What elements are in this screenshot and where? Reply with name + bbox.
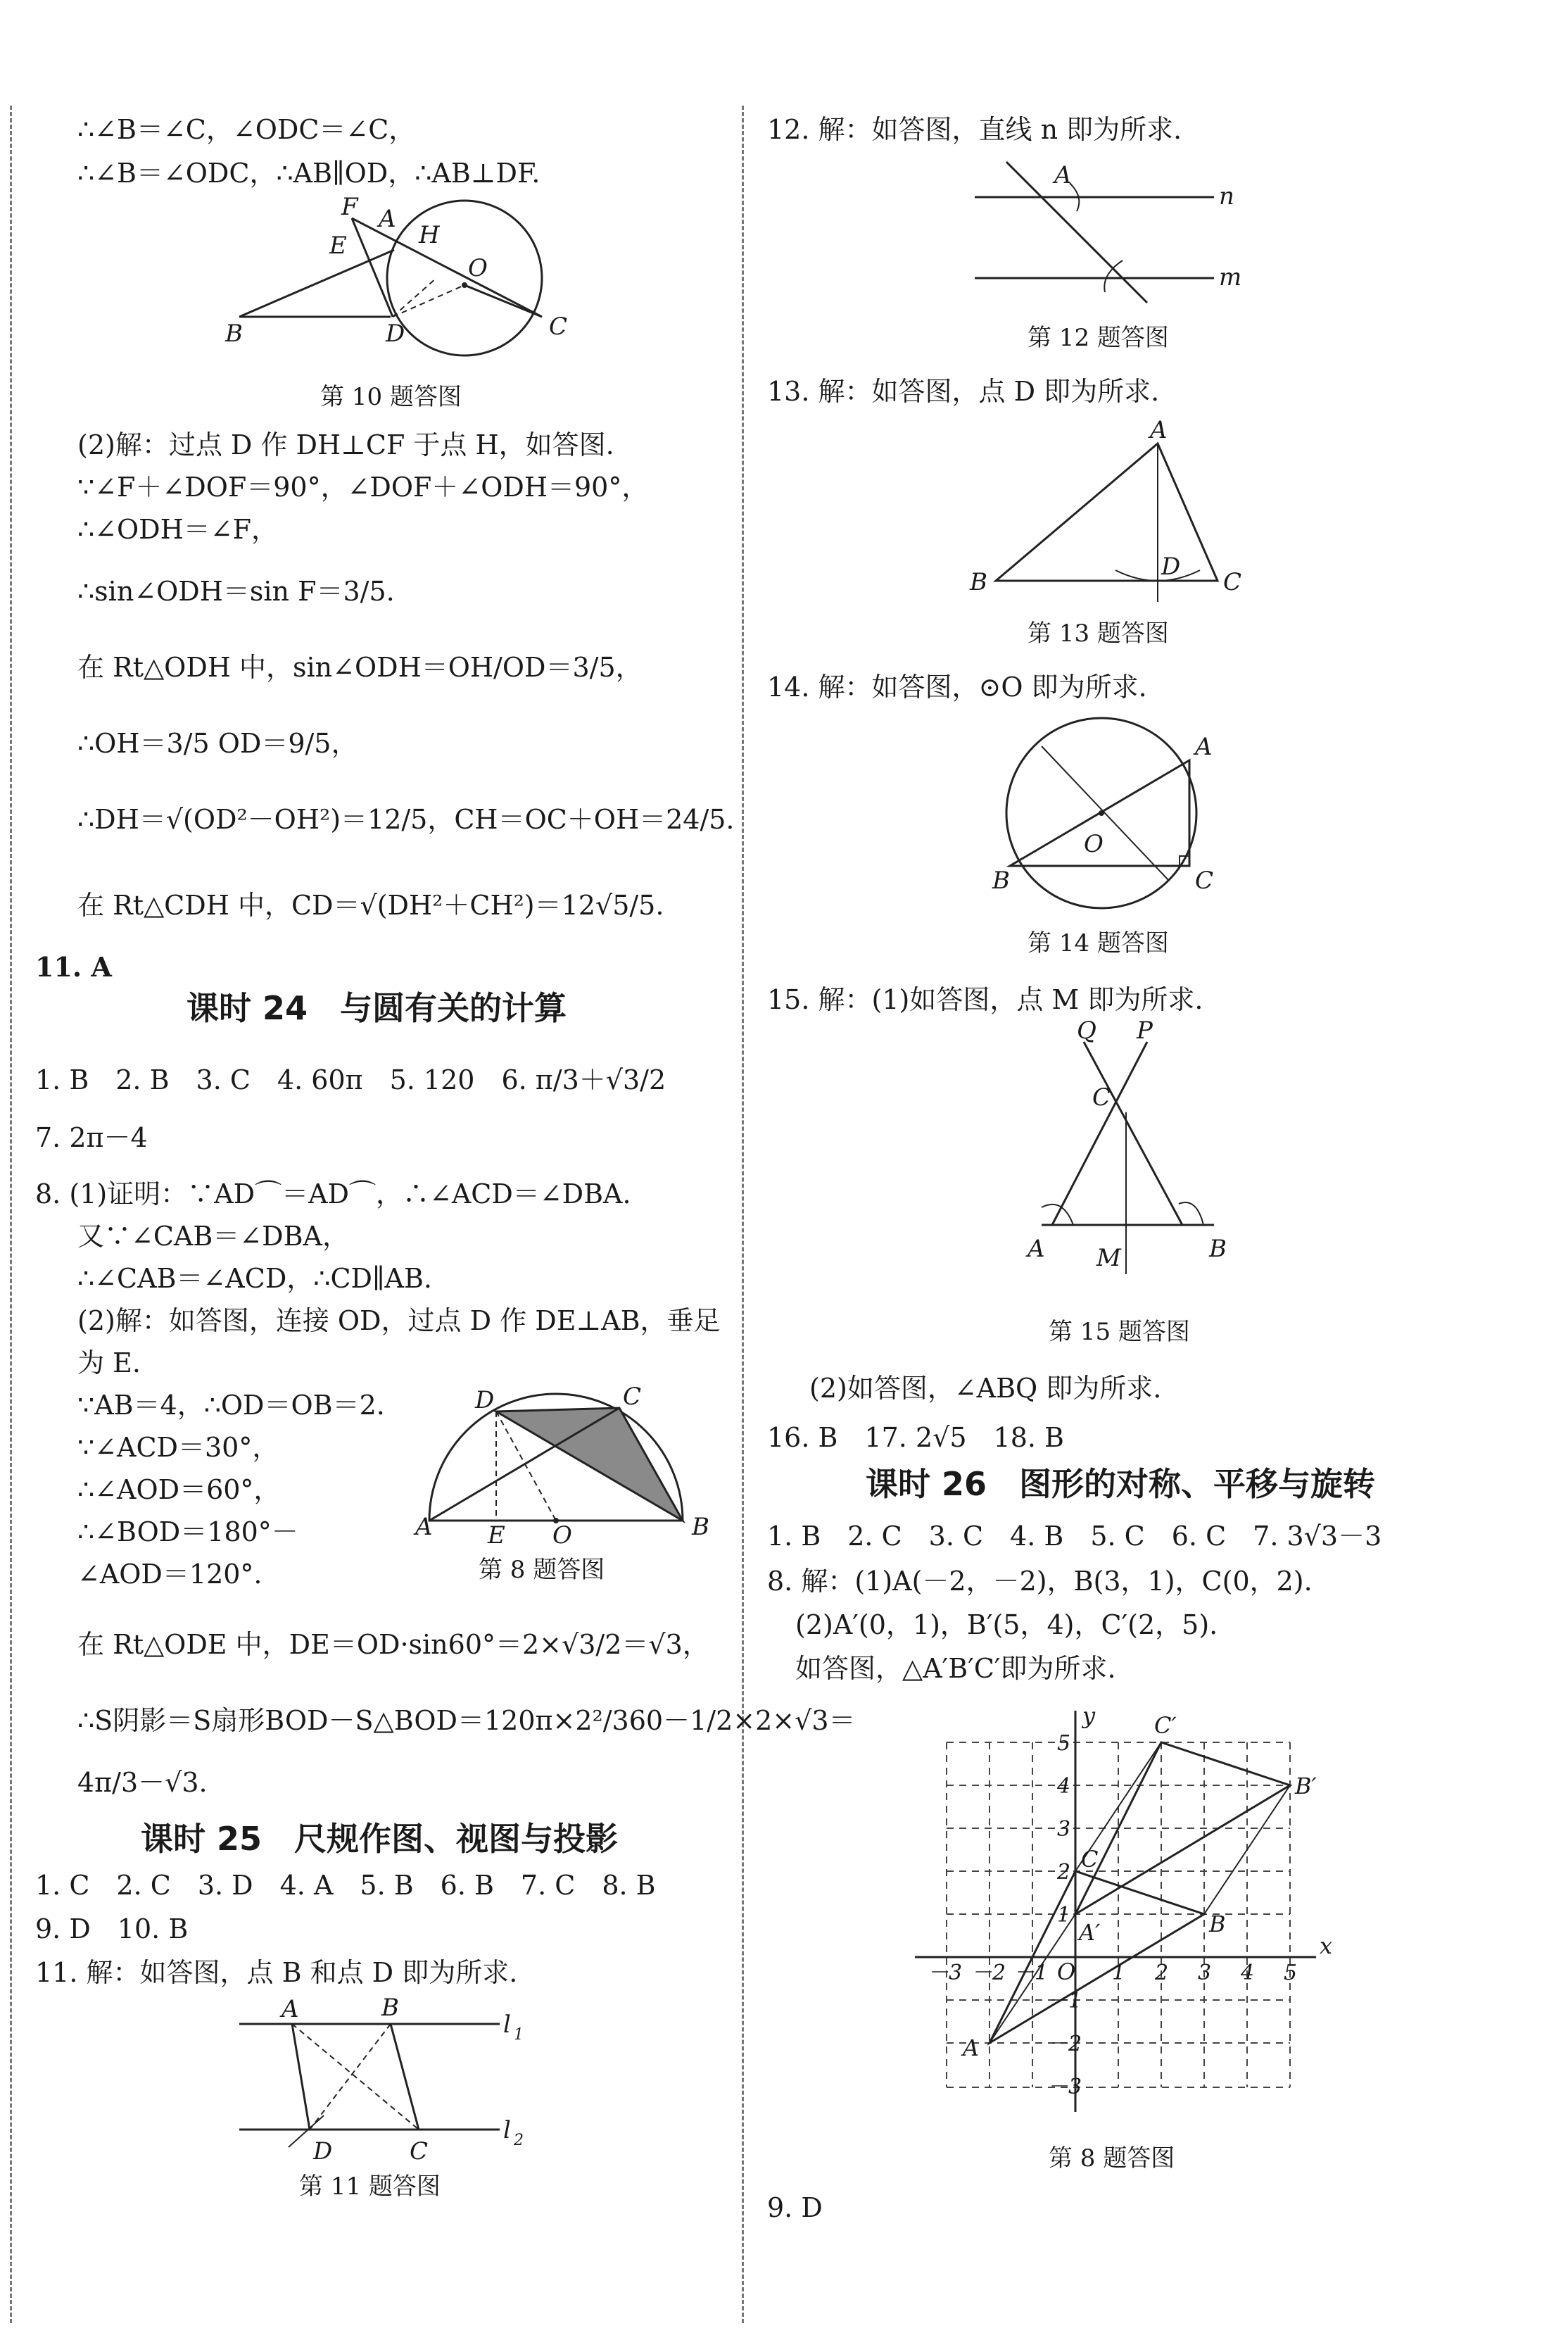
label: C	[410, 2137, 429, 2165]
label: A	[1195, 733, 1213, 761]
caption: 第 13 题答图	[1028, 620, 1169, 648]
coordinate-grid-figure	[908, 1704, 1344, 2126]
y-tick: －3	[1047, 2075, 1082, 2099]
y-tick: －1	[1047, 1989, 1082, 2013]
label: H	[419, 221, 440, 249]
label: B	[992, 867, 1010, 895]
label: 2	[514, 2132, 524, 2149]
text-line: 7. 2π－4	[35, 1122, 148, 1153]
text-line: 9. D	[767, 2192, 823, 2223]
label: C	[1092, 1083, 1111, 1112]
label: A	[415, 1513, 433, 1541]
text-line: 4π/3－√3.	[77, 1767, 208, 1798]
text-line: 14. 解：如答图，⊙O 即为所求.	[767, 672, 1147, 703]
x-tick: 2	[1155, 1961, 1169, 1985]
label: B	[1209, 1235, 1227, 1263]
label: B	[970, 568, 987, 596]
text-line: ∴∠CAB＝∠ACD，∴CD∥AB.	[77, 1263, 433, 1294]
label: l	[503, 2011, 511, 2039]
text-line: 又∵∠CAB＝∠DBA，	[77, 1221, 349, 1252]
caption: 第 11 题答图	[299, 2172, 441, 2201]
text-line: 为 E.	[77, 1347, 141, 1378]
x-tick: 5	[1284, 1961, 1298, 1985]
x-tick: －3	[928, 1961, 963, 1985]
label: B	[692, 1513, 709, 1541]
text-line: 15. 解：(1)如答图，点 M 即为所求.	[767, 984, 1203, 1015]
text-line: ∴OH＝3/5 OD＝9/5，	[77, 728, 358, 759]
label: A	[1150, 416, 1168, 444]
y-tick: 5	[1057, 1731, 1071, 1756]
label: A	[1028, 1235, 1045, 1263]
text-line: (2)如答图，∠ABQ 即为所求.	[809, 1373, 1162, 1404]
label: C	[1081, 1846, 1099, 1873]
y-tick: －2	[1047, 2032, 1082, 2056]
y-tick: 2	[1057, 1860, 1071, 1885]
label: E	[329, 232, 347, 260]
text-line: ∴∠B＝∠ODC，∴AB∥OD，∴AB⊥DF.	[77, 158, 540, 189]
text-line: 在 Rt△ODE 中，DE＝OD·sin60°＝2×√3/2＝√3，	[77, 1629, 709, 1660]
label: O	[1057, 1958, 1076, 1985]
text-line: ∵∠F＋∠DOF＝90°，∠DOF＋∠ODH＝90°，	[77, 472, 649, 503]
label: x	[1320, 1932, 1333, 1959]
label: P	[1137, 1017, 1153, 1045]
text-line: ∴∠B＝∠C，∠ODC＝∠C，	[77, 114, 416, 145]
caption: 第 8 题答图	[1049, 2144, 1175, 2172]
label: B	[381, 1994, 399, 2022]
label: l	[503, 2116, 511, 2144]
text-line: 如答图，△A′B′C′即为所求.	[795, 1653, 1116, 1684]
label: C	[549, 313, 568, 341]
label: C′	[1154, 1712, 1177, 1739]
text-line: 1. B 2. C 3. C 4. B 5. C 6. C 7. 3√3－3	[767, 1521, 1382, 1552]
text-line: 8. (1)证明：∵AD⌒＝AD⌒，∴∠ACD＝∠DBA.	[35, 1178, 631, 1209]
text-line: ∴∠AOD＝60°，	[77, 1474, 281, 1505]
text-line: 8. 解：(1)A(－2，－2)，B(3，1)，C(0，2).	[767, 1566, 1313, 1597]
label: 1	[514, 2026, 524, 2044]
label: O	[1084, 830, 1104, 858]
label: A	[963, 2035, 980, 2061]
label: C	[623, 1383, 642, 1411]
label: D	[313, 2137, 333, 2165]
text-line: (2)A′(0，1)，B′(5，4)，C′(2，5).	[795, 1609, 1218, 1640]
figure-14	[992, 711, 1253, 922]
caption: 第 8 题答图	[479, 1556, 605, 1584]
y-tick: 4	[1057, 1774, 1071, 1799]
text-line: ∴∠ODH＝∠F，	[77, 514, 278, 545]
label: D	[475, 1386, 495, 1414]
label: O	[552, 1521, 572, 1549]
x-tick: 3	[1198, 1961, 1212, 1985]
label: B′	[1295, 1773, 1317, 1799]
figure-11	[225, 1996, 542, 2165]
label: A	[1054, 161, 1072, 189]
label: D	[1161, 553, 1181, 581]
text-line: 11. 解：如答图，点 B 和点 D 即为所求.	[35, 1957, 518, 1988]
label: n	[1219, 182, 1234, 210]
figure-10	[225, 193, 591, 359]
text-line: ∠AOD＝120°.	[77, 1559, 263, 1590]
figure-8a	[415, 1383, 718, 1549]
text-line: 9. D 10. B	[35, 1913, 189, 1944]
figure-13	[964, 415, 1260, 612]
text-line: 16. B 17. 2√5 18. B	[767, 1422, 1064, 1453]
figure-12	[964, 155, 1246, 310]
caption: 第 10 题答图	[320, 383, 462, 411]
label: F	[341, 193, 358, 221]
section-heading: 课时 24 与圆有关的计算	[186, 989, 567, 1027]
text-line: ∴∠BOD＝180°－	[77, 1516, 298, 1547]
label: A′	[1079, 1919, 1101, 1946]
label: D	[386, 320, 405, 348]
x-tick: －2	[971, 1961, 1006, 1985]
text-line: 在 Rt△ODH 中，sin∠ODH＝OH/OD＝3/5，	[77, 652, 643, 683]
column-divider	[742, 106, 744, 2323]
x-tick: 1	[1112, 1961, 1126, 1985]
text-line: (2)解：如答图，连接 OD，过点 D 作 DE⊥AB，垂足	[77, 1305, 721, 1336]
label: B	[225, 320, 243, 348]
label: O	[468, 254, 488, 282]
text-line: ∵AB＝4，∴OD＝OB＝2.	[77, 1390, 385, 1421]
label: A	[282, 1995, 299, 2023]
section-heading: 课时 26 图形的对称、平移与旋转	[866, 1465, 1376, 1503]
text-line: 在 Rt△CDH 中，CD＝√(DH²＋CH²)＝12√5/5.	[77, 890, 664, 921]
text-line: (2)解：过点 D 作 DH⊥CF 于点 H，如答图.	[77, 429, 614, 460]
text-line: 1. C 2. C 3. D 4. A 5. B 6. B 7. C 8. B	[35, 1870, 656, 1901]
text-line: 13. 解：如答图，点 D 即为所求.	[767, 376, 1160, 407]
text-line: 1. B 2. B 3. C 4. 60π 5. 120 6. π/3＋√3/2	[35, 1064, 666, 1095]
label: E	[488, 1521, 505, 1549]
caption: 第 14 题答图	[1028, 929, 1169, 957]
label: Q	[1077, 1017, 1096, 1045]
figure-15	[1013, 1017, 1246, 1288]
label: M	[1096, 1244, 1121, 1272]
caption: 第 15 题答图	[1049, 1318, 1190, 1346]
label: B	[1209, 1911, 1226, 1937]
label: C	[1223, 568, 1242, 596]
left-margin-line	[10, 106, 12, 2323]
label: C	[1195, 867, 1214, 895]
text-line: ∴DH＝√(OD²－OH²)＝12/5，CH＝OC＋OH＝24/5.	[77, 804, 735, 835]
x-tick: 4	[1241, 1961, 1255, 1985]
label: m	[1219, 263, 1242, 291]
caption: 第 12 题答图	[1028, 324, 1169, 352]
y-tick: 1	[1057, 1903, 1071, 1928]
text-line: 11. A	[35, 951, 112, 983]
text-line: ∴sin∠ODH＝sin F＝3/5.	[77, 576, 395, 607]
text-line: ∴S阴影＝S扇形BOD－S△BOD＝120π×2²/360－1/2×2×√3＝	[77, 1705, 856, 1736]
label: y	[1082, 1702, 1096, 1729]
text-line: 12. 解：如答图，直线 n 即为所求.	[767, 114, 1182, 145]
y-tick: 3	[1057, 1817, 1071, 1842]
text-line: ∵∠ACD＝30°，	[77, 1432, 279, 1463]
x-tick: －1	[1013, 1961, 1049, 1985]
label: A	[379, 205, 396, 233]
section-heading: 课时 25 尺规作图、视图与投影	[141, 1820, 619, 1858]
